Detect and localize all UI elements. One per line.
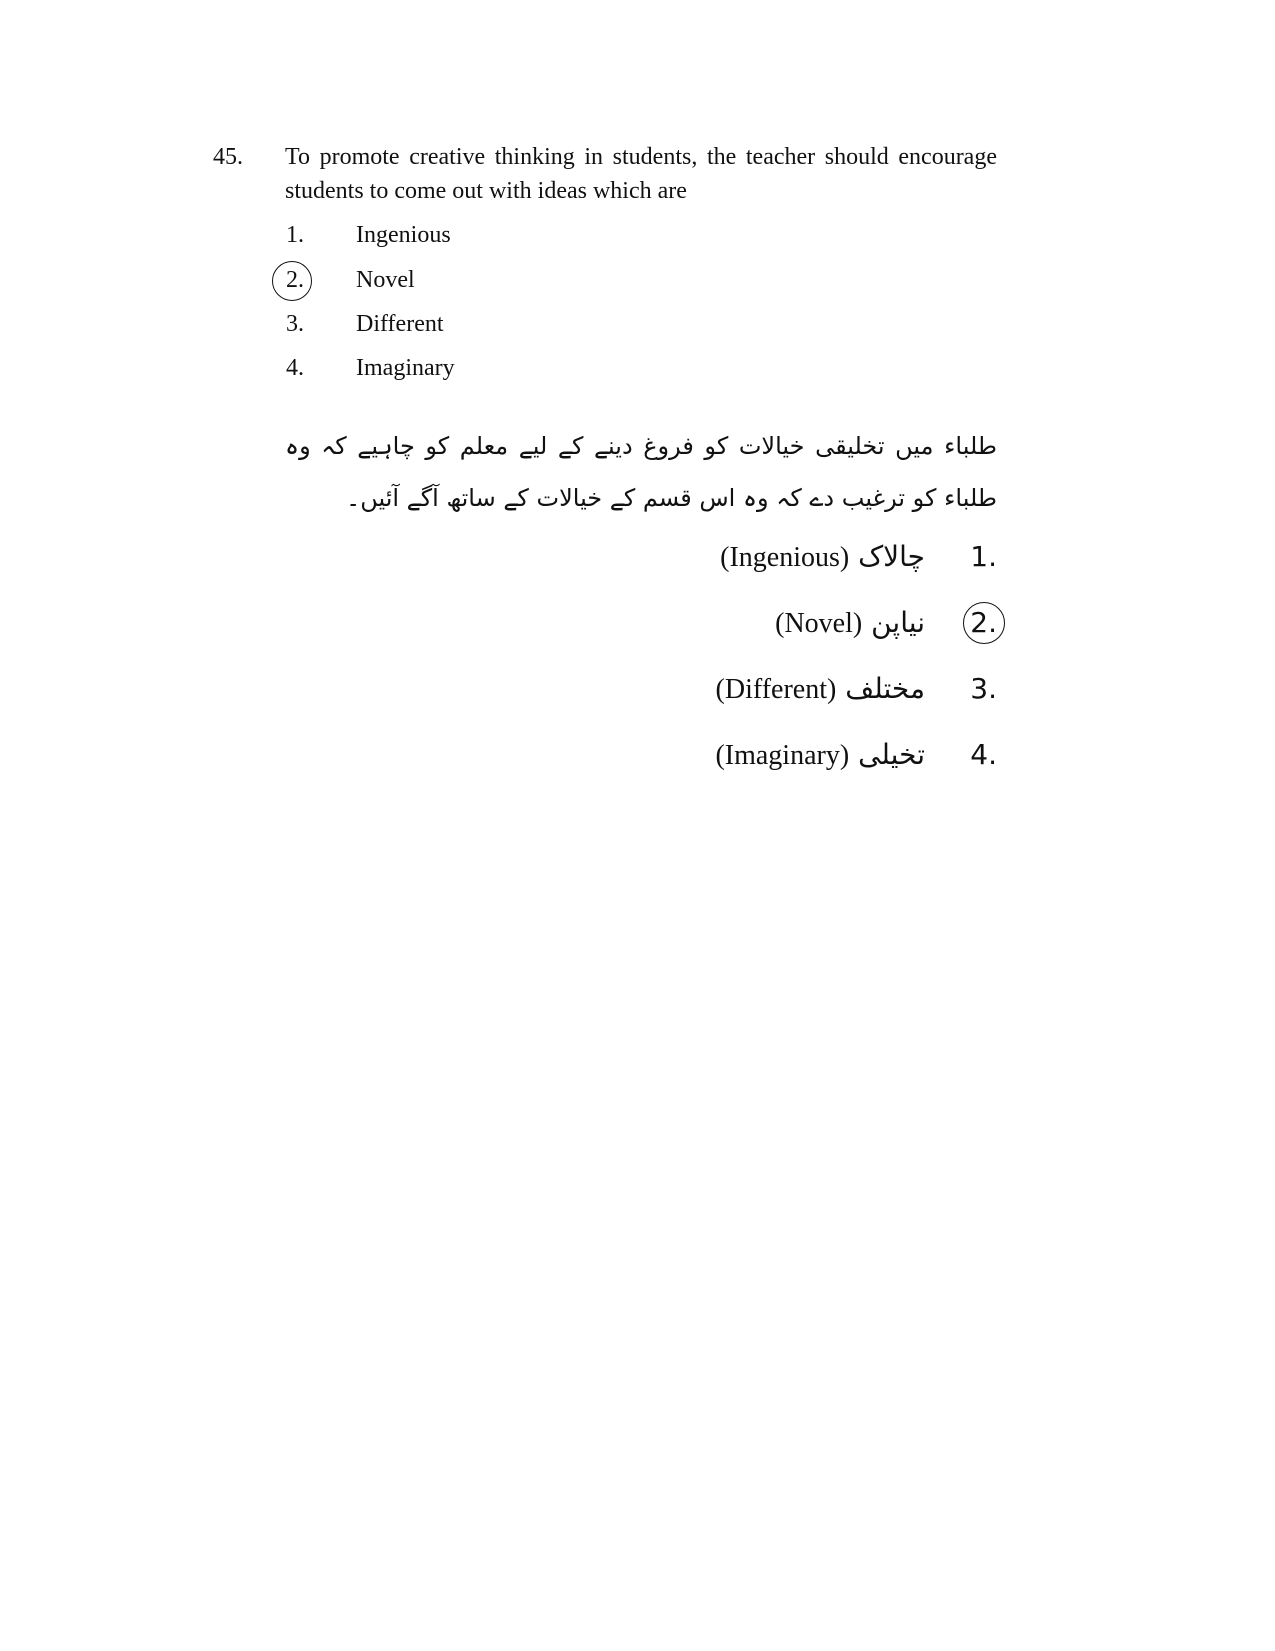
urdu-option-number: .1: [970, 540, 997, 573]
option-number: 1.: [286, 222, 304, 248]
question-number: 45.: [213, 144, 243, 170]
question-text: To promote creative thinking in students, the teacher should encourage students to come out with ideas which are: [285, 144, 997, 204]
option-label: Ingenious: [356, 222, 451, 248]
urdu-option-label: تخیلی: [858, 738, 925, 771]
urdu-option-number: .2: [970, 606, 997, 639]
urdu-option-label: مختلف: [845, 672, 925, 705]
option-number: 3.: [286, 311, 304, 337]
urdu-question-text: طلباء میں تخلیقی خیالات کو فروغ دینے کے لیے معلم کو چاہیے کہ وہ طلباء کو ترغیب دے کہ وہ اس قسم کے خیالات کے ساتھ آگے آئیں۔: [285, 432, 997, 512]
option-label: Novel: [356, 267, 415, 293]
urdu-option-label: نیاپن: [871, 606, 925, 639]
urdu-option-english: (Novel): [775, 608, 863, 639]
option-label: Different: [356, 311, 444, 337]
urdu-option-english: (Ingenious): [720, 542, 850, 573]
urdu-option-label: چالاک: [858, 540, 925, 573]
urdu-option-english: (Imaginary): [715, 740, 850, 771]
option-number: 2.: [286, 267, 304, 293]
urdu-option-english: (Different): [715, 674, 837, 705]
option-number: 4.: [286, 355, 304, 381]
option-label: Imaginary: [356, 355, 455, 381]
urdu-option-number: .4: [970, 738, 997, 771]
urdu-option-number: .3: [970, 672, 997, 705]
